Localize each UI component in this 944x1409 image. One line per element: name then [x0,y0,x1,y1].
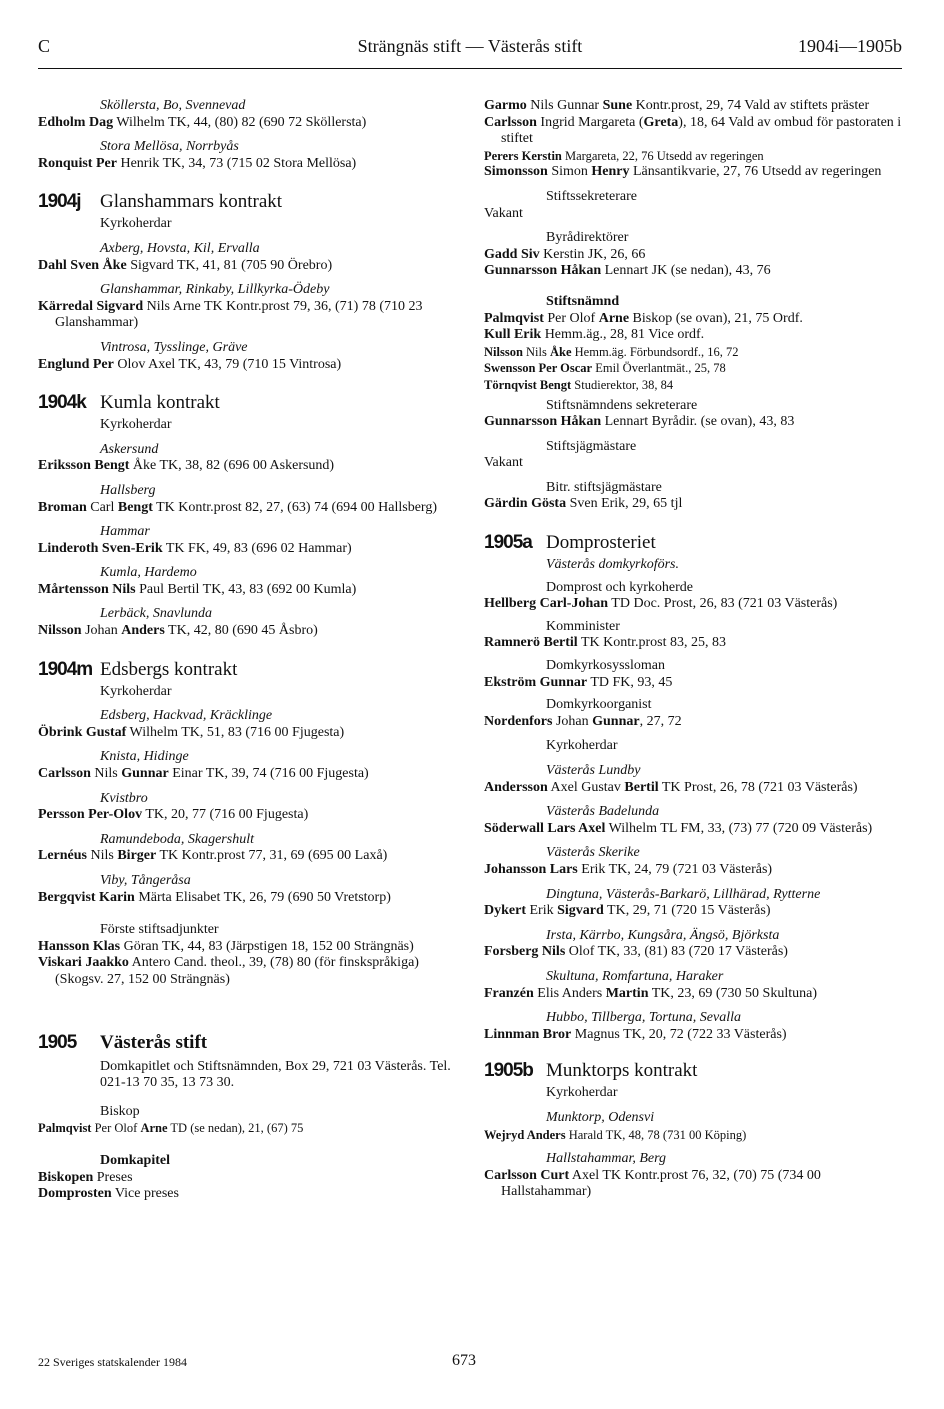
entry: Carlsson Nils Gunnar Einar TK, 39, 74 (716 00 Fjugesta) [38,766,369,782]
subheading: Domprost och kyrkoherde [546,579,693,595]
section-heading: 1905 Västerås stift [38,1031,208,1053]
entry: Mårtensson Nils Paul Bertil TK, 43, 83 (692 00 Kumla) [38,581,357,597]
entry: Broman Carl Bengt TK Kontr.prost 82, 27, (63) 74 (694 00 Hallsberg) [38,499,437,515]
location: Västerås Lundby [546,763,641,778]
left-column [38,98,458,1203]
subheading: Stiftsnämndens sekreterare [546,397,698,413]
subheading: Kyrkoherdar [546,738,618,754]
entry: Domprosten Vice preses [38,1186,179,1202]
right-column [484,98,904,1201]
entry: Kull Erik Hemm.äg., 28, 81 Vice ordf. [484,327,705,343]
location: Glanshammar, Rinkaby, Lillkyrka-Ödeby [100,282,330,298]
location: Stora Mellösa, Norrbyås [100,139,239,155]
header-right: 1904i—1905b [797,36,902,56]
entry: Andersson Axel Gustav Bertil TK Prost, 26, 78 (721 03 Västerås) [484,779,858,795]
entry: Hellberg Carl-Johan TD Doc. Prost, 26, 83 (721 03 Västerås) [484,596,838,612]
subheading: Domkyrkosyssloman [546,658,665,674]
location: Edsberg, Hackvad, Kräcklinge [100,708,273,724]
subheading: Kyrkoherdar [100,216,172,232]
entry: Öbrink Gustaf Wilhelm TK, 51, 83 (716 00 Fjugesta) [38,724,345,740]
location: Hammar [100,524,150,540]
entry: Forsberg Nils Olof TK, 33, (81) 83 (720 17 Västerås) [484,944,788,960]
subheading: Stiftssekreterare [546,188,637,204]
subheading: Kyrkoherdar [100,417,172,433]
entry: Nordenfors Johan Gunnar, 27, 72 [484,713,682,729]
location: Askersund [100,441,159,457]
entry: Dahl Sven Åke Sigvard TK, 41, 81 (705 90 Örebro) [38,257,333,273]
entry: Biskopen Preses [38,1169,133,1185]
location: Hallstahammar, Berg [546,1151,667,1167]
entry: Hansson Klas Göran TK, 44, 83 (Järpstigen 18, 152 00 Strängnäs) [38,938,414,954]
entry: Eriksson Bengt Åke TK, 38, 82 (696 00 Askersund) [38,458,335,474]
location: Västerås Skerike [546,845,640,861]
entry: Johansson Lars Erik TK, 24, 79 (721 03 Västerås) [484,861,773,877]
subheading: Bitr. stiftsjägmästare [546,479,662,495]
subheading: Stiftsnämnd [546,293,620,309]
location: Axberg, Hovsta, Kil, Ervalla [100,240,260,256]
entry: Wejryd Anders Harald TK, 48, 78 (731 00 Köping) [484,1127,747,1142]
entry: Dykert Erik Sigvard TK, 29, 71 (720 15 Västerås) [484,903,771,919]
entry: Gärdin Gösta Sven Erik, 29, 65 tjl [484,496,683,512]
entry: Kärredal Sigvard Nils Arne TK Kontr.prost 79, 36, (71) 78 (710 23 Glanshammar) [38,298,423,331]
subheading: Kyrkoherdar [546,1085,618,1101]
entry: Viskari Jaakko Antero Cand. theol., 39, (78) 80 (för finskspråkiga) (Skogsv. 27, 152 00 Strängnäs) [38,955,419,987]
entry: Persson Per-Olov TK, 20, 77 (716 00 Fjugesta) [38,807,309,823]
page-header [38,36,902,62]
vacant: Vakant [484,455,523,471]
subheading: Domkyrkoorganist [546,697,652,713]
header-center: Strängnäs stift — Västerås stift [357,36,583,56]
location: Irsta, Kärrbo, Kungsåra, Ängsö, Björksta [546,927,780,943]
address: Domkapitlet och Stiftsnämnden, Box 29, 721 03 Västerås. Tel. 021-13 70 35, 13 73 30. [100,1058,451,1091]
location: Viby, Tångeråsa [100,873,191,888]
entry: Linnman Bror Magnus TK, 20, 72 (722 33 Västerås) [484,1026,787,1042]
location: Knista, Hidinge [100,749,189,765]
subheading: Biskop [100,1103,140,1119]
entry: Törnqvist Bengt Studierektor, 38, 84 [484,377,674,392]
location: Vintrosa, Tysslinge, Gräve [100,339,248,355]
entry: Palmqvist Per Olof Arne Biskop (se ovan), 21, 75 Ordf. [484,310,803,326]
location: Västerås domkyrkoförs. [546,557,679,573]
entry: Swensson Per Oscar Emil Överlantmät., 25, 78 [484,361,726,376]
entry: Ramnerö Bertil TK Kontr.prost 83, 25, 83 [484,635,727,651]
subheading: Komminister [546,618,620,634]
entry: Lernéus Nils Birger TK Kontr.prost 77, 31, 69 (695 00 Laxå) [38,848,388,864]
section-heading: 1904j Glanshammars kontrakt [38,191,283,213]
location: Lerbäck, Snavlunda [100,606,212,622]
entry: Palmqvist Per Olof Arne TD (se nedan), 21, (67) 75 [38,1121,304,1136]
section-heading: 1905b Munktorps kontrakt [484,1060,698,1082]
location: Munktorp, Odensvi [546,1109,655,1125]
header-left: C [38,36,51,56]
entry: Nilsson Johan Anders TK, 42, 80 (690 45 Åsbro) [38,623,318,639]
location: Sköllersta, Bo, Svennevad [100,98,246,113]
subheading: Förste stiftsadjunkter [100,922,219,938]
vacant: Vakant [484,205,523,221]
section-heading: 1904m Edsbergs kontrakt [38,658,238,680]
section-heading: 1904k Kumla kontrakt [38,392,220,414]
location: Hubbo, Tillberga, Tortuna, Sevalla [546,1010,741,1026]
entry: Gunnarsson Håkan Lennart JK (se nedan), 43, 76 [484,263,771,279]
entry: Simonsson Simon Henry Länsantikvarie, 27, 76 Utsedd av regeringen [484,164,882,180]
subheading: Stiftsjägmästare [546,438,637,454]
entry: Gunnarsson Håkan Lennart Byrådir. (se ovan), 43, 83 [484,414,795,430]
subheading: Domkapitel [100,1152,170,1168]
location: Dingtuna, Västerås-Barkarö, Lillhärad, Rytterne [546,886,821,902]
location: Västerås Badelunda [546,804,660,820]
header-rule [38,68,902,69]
entry: Perers Kerstin Margareta, 22, 76 Utsedd av regeringen [484,148,764,163]
entry: Nilsson Nils Åke Hemm.äg. Förbundsordf., 16, 72 [484,344,739,359]
entry: Ronquist Per Henrik TK, 34, 73 (715 02 Stora Mellösa) [38,155,357,171]
entry: Franzén Elis Anders Martin TK, 23, 69 (730 50 Skultuna) [484,985,817,1001]
entry: Ekström Gunnar TD FK, 93, 45 [484,674,673,690]
location: Skultuna, Romfartuna, Haraker [546,968,724,984]
entry: Garmo Nils Gunnar Sune Kontr.prost, 29, 74 Vald av stiftets präster [484,98,870,113]
page-number: 673 [452,1352,476,1369]
footer-left: 22 Sveriges statskalender 1984 [38,1355,187,1369]
location: Ramundeboda, Skagershult [100,831,254,847]
entry: Carlsson Ingrid Margareta (Greta), 18, 64 Vald av ombud för pastoraten i stiftet [484,114,902,147]
section-heading: 1905a Domprosteriet [484,532,656,554]
location: Hallsberg [100,482,156,498]
location: Kvistbro [100,790,148,806]
location: Kumla, Hardemo [100,565,197,581]
entry: Bergqvist Karin Märta Elisabet TK, 26, 79 (690 50 Vretstorp) [38,889,391,905]
entry: Linderoth Sven-Erik TK FK, 49, 83 (696 02 Hammar) [38,540,352,556]
entry: Edholm Dag Wilhelm TK, 44, (80) 82 (690 72 Sköllersta) [38,114,367,130]
entry: Gadd Siv Kerstin JK, 26, 66 [484,246,646,262]
entry: Söderwall Lars Axel Wilhelm TL FM, 33, (73) 77 (720 09 Västerås) [484,820,873,836]
subheading: Kyrkoherdar [100,683,172,699]
entry: Carlsson Curt Axel TK Kontr.prost 76, 32, (70) 75 (734 00 Hallstahammar) [484,1167,821,1200]
entry: Englund Per Olov Axel TK, 43, 79 (710 15 Vintrosa) [38,356,342,372]
subheading: Byrådirektörer [546,230,629,246]
